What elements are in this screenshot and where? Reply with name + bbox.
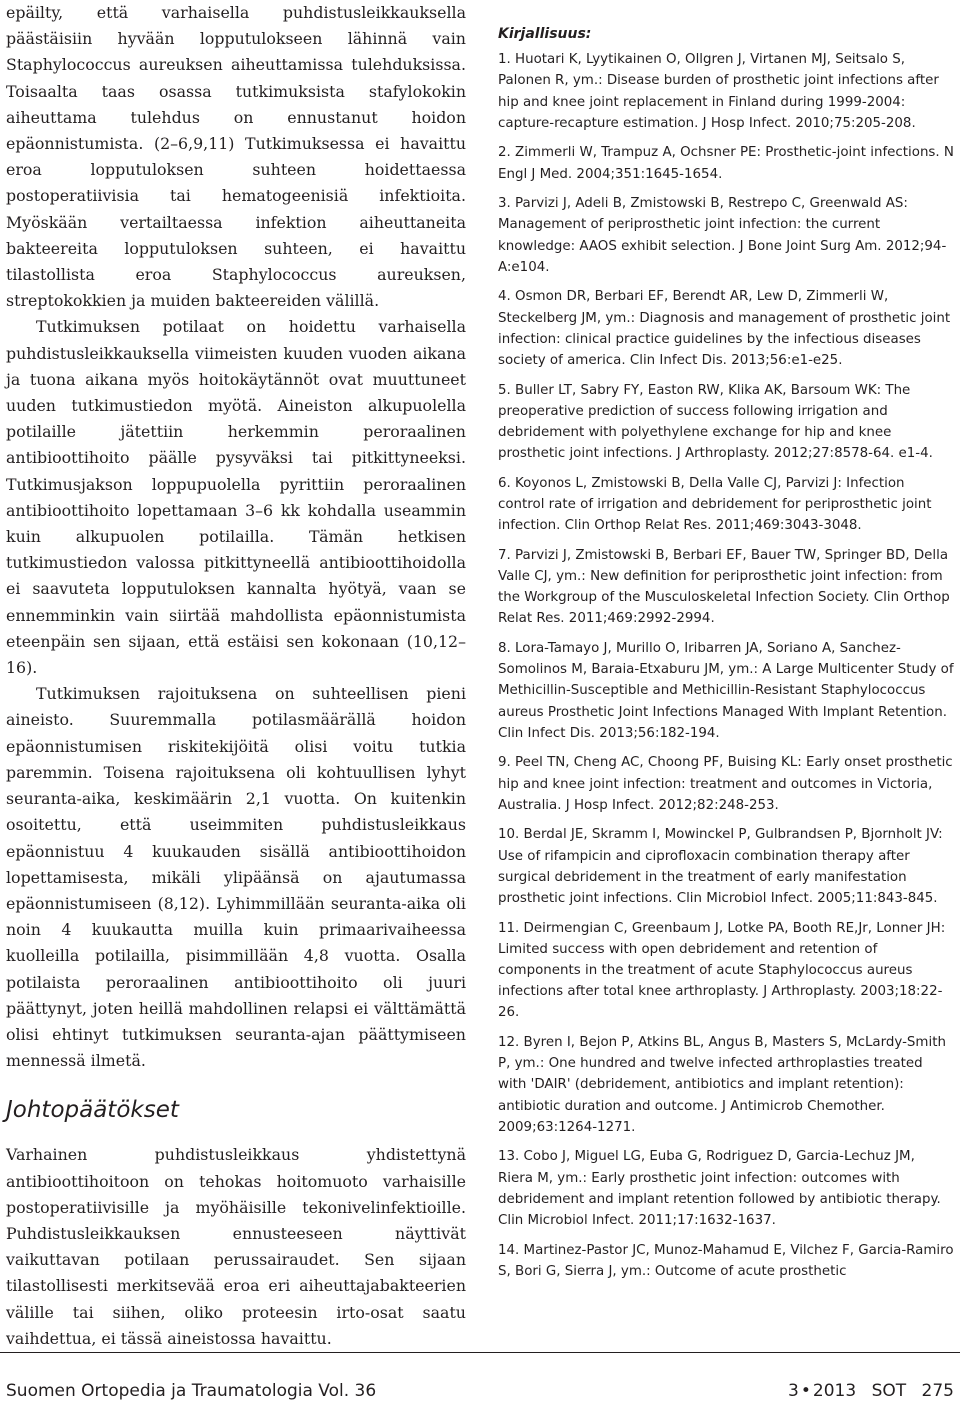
reference-item: 8. Lora-Tamayo J, Murillo O, Iribarren JA, Soriano A, Sanchez-Somolinos M, Baraia-Etxaburu JM, ym.: A Large Multicenter Study of Methicillin-Susceptible and Methicillin-Resistant Staphylococcus aureus Prosthetic Joint Infections Managed With Implant Retention. Clin Infect Dis. 2013;56:182-194. — [498, 641, 954, 741]
reference-item: 10. Berdal JE, Skramm I, Mowinckel P, Gulbrandsen P, Bjornholt JV: Use of rifampicin and ciprofloxacin combination therapy after surgical debridement in the treatment of early manifestation prosthetic joint infections. Clin Microbiol Infect. 2005;11:843-845. — [498, 827, 943, 907]
reference-item: 2. Zimmerli W, Trampuz A, Ochsner PE: Prosthetic-joint infections. N Engl J Med. 2004;351:1645-1654. — [498, 145, 954, 182]
issue-year: 2013 — [812, 1381, 857, 1401]
article-body — [6, 0, 466, 1352]
issue-info — [788, 1380, 954, 1402]
page-number: 275 — [921, 1381, 954, 1401]
reference-item: 9. Peel TN, Cheng AC, Choong PF, Buising KL: Early onset prosthetic hip and knee joint infection: treatment and outcomes in Victoria, Australia. J Hosp Infect. 2012;82:248-253. — [498, 755, 953, 813]
references-section — [498, 24, 954, 1290]
reference-item: 12. Byren I, Bejon P, Atkins BL, Angus B, Masters S, McLardy-Smith P, ym.: One hundred and twelve infected arthroplasties treated with 'DAIR' (debridement, antibiotics and implant retention): antibiotic duration and outcome. J Antimicrob Chemother. 2009;63:1264-1271. — [498, 1035, 946, 1135]
reference-item: 5. Buller LT, Sabry FY, Easton RW, Klika AK, Barsoum WK: The preoperative prediction of success following irrigation and debridement with polyethylene exchange for hip and knee prosthetic joint infections. J Arthroplasty. 2012;27:8578-64. e1-4. — [498, 382, 933, 462]
reference-item: 11. Deirmengian C, Greenbaum J, Lotke PA, Booth RE,Jr, Lonner JH: Limited success with open debridement and retention of components in the treatment of acute Staphylococcus aureus infections after total knee arthroplasty. J Arthroplasty. 2003;18:22-26. — [498, 920, 946, 1021]
reference-item: 6. Koyonos L, Zmistowski B, Della Valle CJ, Parvizi J: Infection control rate of irrigation and debridement for periprosthetic joint infection. Clin Orthop Relat Res. 2011;469:3043-3048. — [498, 475, 932, 534]
reference-item: 4. Osmon DR, Berbari EF, Berendt AR, Lew D, Zimmerli W, Steckelberg JM, ym.: Diagnosis and management of prosthetic joint infection: clinical practice guidelines by the infectious diseases society of america. Clin Infect Dis. 2013;56:e1-e25. — [498, 289, 951, 369]
reference-item: 1. Huotari K, Lyytikainen O, Ollgren J, Virtanen MJ, Seitsalo S, Palonen R, ym.: Disease burden of prosthetic joint infections after hip and knee joint replacement in Finland during 1999-2004: capture-recapture estimation. J Hosp Infect. 2010;75:205-208. — [498, 52, 939, 131]
reference-item: 14. Martinez-Pastor JC, Munoz-Mahamud E, Vilchez F, Garcia-Ramiro S, Bori G, Sierra J, ym.: Outcome of acute prosthetic — [498, 1242, 954, 1279]
bullet-separator: • — [800, 1381, 811, 1401]
conclusions-heading: Johtopäätökset — [6, 1097, 179, 1124]
references-title: Kirjallisuus: — [498, 26, 592, 42]
footer-divider — [0, 1352, 960, 1353]
reference-item: 7. Parvizi J, Zmistowski B, Berbari EF, Bauer TW, Springer BD, Della Valle CJ, ym.: New definition for periprosthetic joint infection: from the Workgroup of the Musculoskeletal Infection Society. Clin Orthop Relat Res. 2011;469:2992-2994. — [498, 547, 950, 627]
journal-abbreviation: SOT — [871, 1381, 907, 1401]
body-paragraph: epäilty, että varhaisella puhdistusleikkauksella päästäisiin hyvään lopputulokseen lähinnä vain Staphylococcus aureuksen aiheuttamissa tulehduksissa. Toisaalta taas osassa tutkimuksista stafylokokin aiheuttama tulehdus on ennustanut hoidon epäonnistumista. (2–6,9,11) Tutkimuksessa ei havaittu eroa lopputuloksen suhteen hoidettaessa postoperatiivisia tai hematogeenisiä infektioita. Myöskään vertailtaessa infektion aiheuttaneita bakteereita lopputuloksen suhteen, ei havaittu tilastollista eroa Staphylococcus aureuksen, streptokokkien ja muiden bakteereiden välillä. — [6, 3, 466, 311]
reference-item: 13. Cobo J, Miguel LG, Euba G, Rodriguez D, Garcia-Lechuz JM, Riera M, ym.: Early prosthetic joint infection: outcomes with debridement and implant retention followed by antibiotic therapy. Clin Microbiol Infect. 2011;17:1632-1637. — [498, 1149, 941, 1229]
journal-name: Suomen Ortopedia ja Traumatologia Vol. 36 — [6, 1381, 377, 1401]
issue-number: 3 — [788, 1381, 799, 1401]
conclusions-paragraph: Varhainen puhdistusleikkaus yhdistettynä antibioottihoitoon on tehokas hoitomuoto varhaisille postoperatiivisille ja myöhäisille tekonivelinfektioille. Puhdistusleikkauksen ennusteeseen näyttivät vaikuttavan potilaan perussairaudet. Sen sijaan tilastollisesti merkitsevää eroa eri aiheuttajabakteerien välille tai siihen, oliko proteesin irto-osat saatu vaihdettua, ei tässä aineistossa havaittu. — [6, 1145, 466, 1348]
reference-item: 3. Parvizi J, Adeli B, Zmistowski B, Restrepo C, Greenwald AS: Management of periprosthetic joint infection: the current knowledge: AAOS exhibit selection. J Bone Joint Surg Am. 2012;94-A:e104. — [498, 196, 947, 275]
body-paragraph: Tutkimuksen potilaat on hoidettu varhaisella puhdistusleikkauksella viimeisten kuuden vuoden aikana ja tuona aikana myös hoitokäytännöt ovat muuttuneet uuden tutkimustiedon myötä. Aineiston alkupuolella potilaille jätettiin herkemmin peroraalinen antibioottihoito päälle pysyväksi tai pitkittyneeksi. Tutkimusjakson loppupuolella pyrittiin peroraalinen antibioottihoito lopettamaan 3–6 kk kohdalla useammin kuin alkupuolen potilailla. Tämän hetkisen tutkimustiedon valossa pitkittyneellä antibioottihoidolla ei saavuteta lopputuloksen kannalta hyötyä, vaan se ennemminkin vain siirtää mahdollista epäonnistumista eteenpäin sen sijaan, että estäisi sen kokonaan (10,12–16). — [6, 317, 466, 678]
body-paragraph: Tutkimuksen rajoituksena on suhteellisen pieni aineisto. Suuremmalla potilasmäärällä hoidon epäonnistumisen riskitekijöitä olisi voitu tutkia paremmin. Toisena rajoituksena oli kohtuullisen lyhyt seuranta-aika, keskimäärin 2,1 vuotta. On kuitenkin osoitettu, että useimmiten puhdistusleikkaus epäonnistuu 4 kuukauden sisällä antibioottihoidon lopettamisesta, mikäli ylipäänsä on ajautumassa epäonnistumiseen (8,12). Lyhimmillään seuranta-aika oli noin 4 kuukautta muilla kuin primaarivaiheessa kuolleilla potilailla, pisimmillään 4,8 vuotta. Osalla potilaista peroraalinen antibioottihoito oli juuri päättynyt, joten heillä mahdollinen relapsi ei välttämättä olisi ehtinyt tutkimuksen seuranta-ajan päättymiseen mennessä ilmetä. — [6, 684, 466, 1071]
